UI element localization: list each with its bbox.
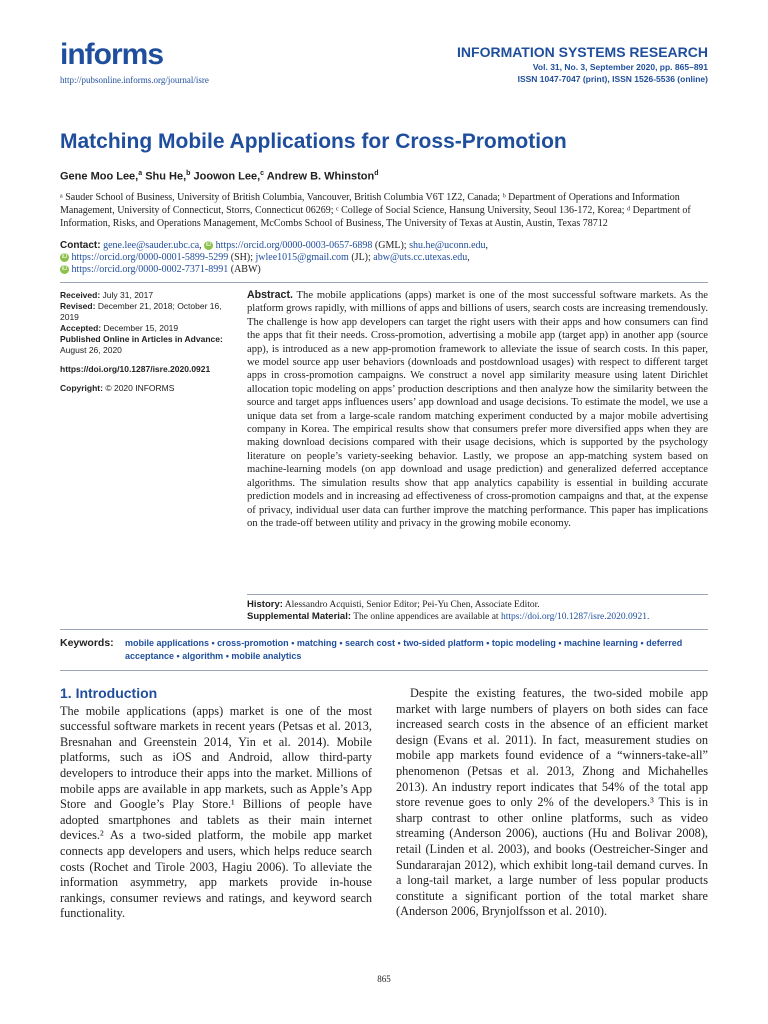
divider — [60, 629, 708, 630]
issn-info: ISSN 1047-7047 (print), ISSN 1526-5536 (online) — [517, 74, 708, 84]
author-affil-mark: c — [260, 170, 265, 177]
keyword[interactable]: topic modeling — [491, 638, 556, 648]
accepted-label: Accepted: — [60, 323, 102, 333]
published-label: Published Online in Articles in Advance: — [60, 334, 223, 344]
orcid-link[interactable]: https://orcid.org/0000-0003-0657-6898 — [215, 240, 373, 251]
contact-sep: , — [199, 240, 202, 251]
informs-logo — [60, 40, 163, 70]
contact-sep: , — [467, 252, 470, 263]
email-link[interactable]: abw@uts.cc.utexas.edu — [373, 252, 468, 263]
author-name: Joowon Lee, — [193, 170, 261, 183]
contact-sep: , — [485, 240, 489, 251]
keyword[interactable]: deferred acceptance — [125, 638, 683, 661]
contact-label: Contact: — [60, 240, 101, 251]
abstract-label: Abstract. — [247, 289, 293, 301]
keyword[interactable]: two-sided platform — [403, 638, 484, 648]
page-number: 865 — [377, 974, 391, 984]
article-title: Matching Mobile Applications for Cross-Promotion — [60, 130, 567, 153]
journal-url-link[interactable]: http://pubsonline.informs.org/journal/isre — [60, 75, 209, 85]
orcid-link[interactable]: https://orcid.org/0000-0002-7371-8991 — [71, 264, 229, 275]
affiliations: ᵃ Sauder School of Business, University of British Columbia, Vancouver, British Columbia V6T 1Z2, Canada; ᵇ Department of Operations and Information Management, University of Connecticut, Storrs, Connecticut 06269; ᶜ College of Social Science, Hansung University, Seoul 136-172, Korea; ᵈ Department of Information, Risks, and Operations Management, McCombs School of Business, The University of Texas at Austin, Austin, Texas 78712 — [60, 192, 691, 229]
divider — [247, 594, 708, 595]
keyword[interactable]: cross-promotion — [217, 638, 289, 648]
paragraph: The mobile applications (apps) market is one of the most successful software markets in recent years (Petsas et al. 2013, Bresnahan and Greenstein 2014, Yin et al. 2014). Mobile platforms, such as iOS and Android, allow third-party developers to introduce their apps into the market. Millions of mobile apps are available in app markets, such as Apple’s App Store and Google’s Play Store.¹ Billions of people have adopted smartphones and tablets as their main internet devices.² As a two-sided platform, the mobile app market connects app developers and users, which helps reduce search costs (Rochet and Tirole 2003, Hagiu 2006). To alleviate the information asymmetry, app markets provide in-house rankings, consumer reviews and ratings, and keyword search functionality. — [60, 703, 372, 921]
orcid-icon: iD — [61, 266, 68, 273]
supplemental-text: The online appendices are available at — [353, 612, 499, 622]
author-name: Shu He, — [145, 170, 187, 183]
contact-block — [60, 240, 710, 276]
keyword[interactable]: search cost — [345, 638, 396, 648]
author-affil-mark: d — [374, 170, 379, 177]
author-affil-mark: a — [138, 170, 143, 177]
history-text: Alessandro Acquisti, Senior Editor; Pei-Yu Chen, Associate Editor. — [284, 600, 540, 610]
author-list — [60, 170, 379, 183]
keyword[interactable]: matching — [296, 638, 337, 648]
copyright-label: Copyright: — [60, 383, 103, 393]
section-heading: 1. Introduction — [60, 685, 158, 701]
email-link[interactable]: jwlee1015@gmail.com — [255, 252, 349, 263]
copyright-text: © 2020 INFORMS — [105, 383, 175, 393]
received-label: Received: — [60, 290, 101, 300]
body-column-left — [60, 686, 372, 922]
contact-tag: (ABW) — [230, 264, 261, 275]
contact-tag: (GML); — [374, 240, 407, 251]
journal-name: INFORMATION SYSTEMS RESEARCH — [457, 44, 708, 60]
revised-label: Revised: — [60, 301, 96, 311]
divider — [60, 282, 708, 283]
abstract-text: The mobile applications (apps) market is one of the most successful software markets. As the platform grows rapidly, with millions of apps and billions of users, search costs are increasing tremendously. The challenge is how app developers can target the right users with their apps and how consumers can find the apps that fit their needs. Cross-promotion, advertising a mobile app (target app) in another app (source app), is introduced as a new app-promotion framework to alleviate the issue of search costs. In this paper, we model source app user behaviors (downloads and postdownload usages) with respect to different target apps in cross-promotion campaigns. We construct a novel app similarity measure using latent Dirichlet allocation topic modeling on apps’ production descriptions and then analyze how the similarity between the source and target apps influences users’ app download and usage decisions. To estimate the model, we use a unique data set from a large-scale random matching experiment conducted by a major mobile advertising company in Korea. The empirical results show that consumers prefer more diversified apps when they are making download decisions compared with their usage decisions, which is supported by the psychology literature on people’s variety-seeking behavior. Lastly, we propose an app-matching system based on machine-learning models (on app download and usage prediction) and generalized deferred acceptance algorithms. The simulation results show that app analytics capability is essential in building accurate prediction models and in increasing ad effectiveness of cross-promotion campaigns and that, at the expense of privacy, individual user data can further improve the matching performance. This paper has implications on the trade-off between utility and privacy in the growing mobile economy. — [247, 290, 708, 529]
orcid-link[interactable]: https://orcid.org/0000-0001-5899-5299 — [71, 252, 229, 263]
email-link[interactable]: gene.lee@sauder.ubc.ca — [103, 240, 200, 251]
author-name: Andrew B. Whinston — [266, 170, 375, 183]
orcid-icon: iD — [205, 242, 212, 249]
body-column-right — [396, 686, 708, 920]
keywords-label: Keywords: — [60, 637, 114, 649]
contact-tag: (SH); — [230, 252, 253, 263]
history-label: History: — [247, 599, 283, 610]
divider — [60, 670, 708, 671]
author-affil-mark: b — [186, 170, 191, 177]
revised-dates: December 21, 2018; October 16, 2019 — [60, 301, 222, 322]
abstract — [247, 289, 708, 530]
paragraph: Despite the existing features, the two-sided mobile app market with large numbers of players on both sides can face increased search costs in the absence of an efficient market design (Evans et al. 2011). In fact, measurement studies on mobile app markets found evidence of a “winners-take-all” phenomenon (Petsas et al. 2013, Zhong and Michahelles 2013). An industry report indicates that 54% of the total app store revenue goes to only 2% of the developers.³ This is in sharp contrast to other online platforms, such as video streaming (Anderson 2006), auctions (Hu and Bolivar 2008), retail (Linden et al. 2003), and books (Oestreicher-Singer and Sundararajan 2012), which exhibit long-tail demand curves. In a long-tail market, a large number of less popular products constitute a significant portion of the total market share (Anderson 2006, Brynjolfsson et al. 2010). — [396, 686, 708, 919]
orcid-icon: iD — [61, 254, 68, 261]
doi-link[interactable]: https://doi.org/10.1287/isre.2020.0921 — [60, 364, 211, 374]
received-date: July 31, 2017 — [102, 290, 154, 300]
article-history-sidebar — [60, 290, 235, 394]
contact-tag: (JL); — [351, 252, 371, 263]
keyword[interactable]: algorithm — [182, 651, 224, 661]
keyword-list: mobile applications • cross-promotion • matching • search cost • two-sided platform • topic modeling • machine learning • deferred acceptance • algorithm • mobile analytics — [125, 638, 683, 661]
keyword[interactable]: mobile applications — [125, 638, 210, 648]
supplemental-label: Supplemental Material: — [247, 611, 351, 622]
editor-history — [247, 599, 708, 623]
email-link[interactable]: shu.he@uconn.edu — [409, 240, 486, 251]
logo-text: informs — [60, 38, 164, 71]
accepted-date: December 15, 2019 — [103, 323, 179, 333]
published-date: August 26, 2020 — [60, 345, 122, 355]
supplemental-link[interactable]: https://doi.org/10.1287/isre.2020.0921. — [500, 612, 650, 622]
author-name: Gene Moo Lee, — [60, 170, 139, 183]
keyword[interactable]: mobile analytics — [231, 651, 302, 661]
keyword[interactable]: machine learning — [564, 638, 639, 648]
volume-info: Vol. 31, No. 3, September 2020, pp. 865–891 — [532, 62, 708, 72]
